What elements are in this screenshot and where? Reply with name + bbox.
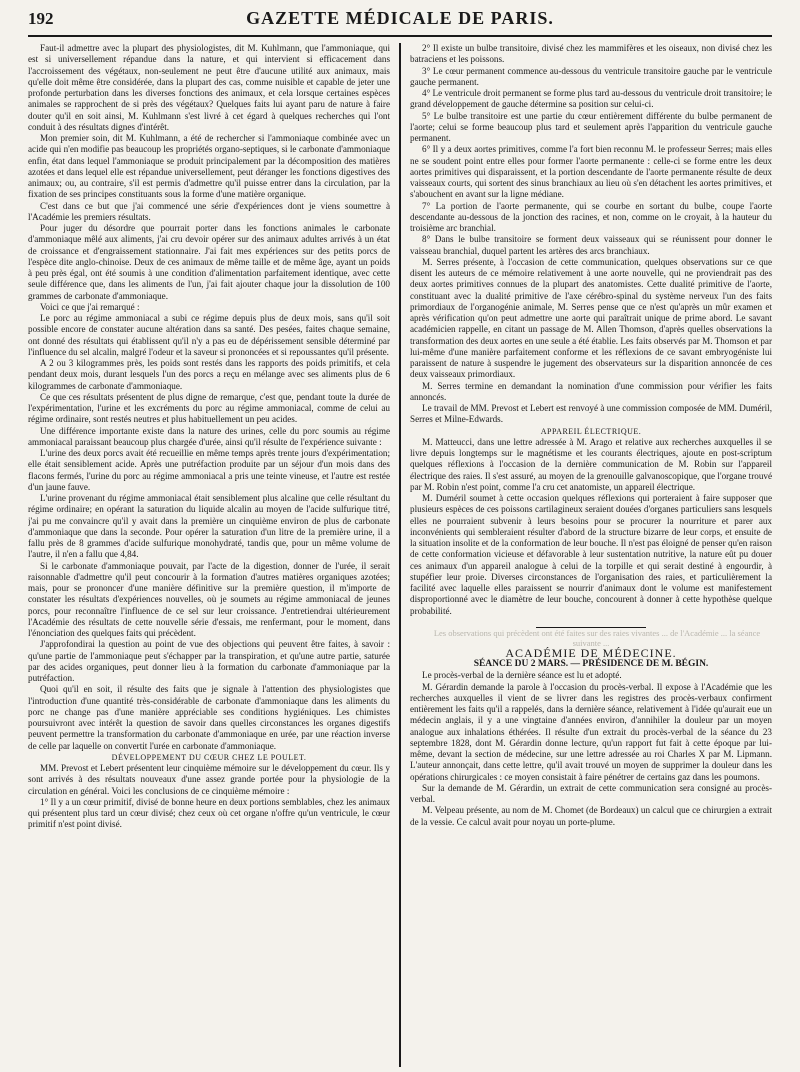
session-heading: SÉANCE DU 2 MARS. — PRÉSIDENCE DE M. BÉGIN. — [473, 659, 709, 669]
show-through-text: Les observations qui précèdent ont été faites sur des raies vivantes ... de l'Académie ... la séance suivante ... — [433, 627, 761, 648]
paragraph: MM. Prevost et Lebert présentent leur cinquième mémoire sur le développement du cœur. Ils y sont arrivés à des résultats nouveaux d'une assez grande portée pour la physiologie de la circulation en général. Voici les conclusions de ce cinquième mémoire : — [28, 763, 390, 796]
paragraph: Le porc au régime ammoniacal a subi ce régime depuis plus de deux mois, sans qu'il soit possible encore de constater aucune altération dans sa santé. Des pesées, faites chaque semaine, ont donné des résultats qui établissent qu'il n'y a pas eu de dépérissement sensible déterminé par l'influence du sel alcalin, malgré l'odeur et la saveur si prononcées et si repoussantes qu'il présente. — [28, 313, 390, 357]
paragraph: 5° Le bulbe transitoire est une partie du cœur entièrement différente du bulbe permanent de l'aorte; celui se forme beaucoup plus tard et seulement après l'apparition du ventricule gauche permanent. — [410, 110, 772, 143]
paragraph: Le procès-verbal de la dernière séance est lu et adopté. — [422, 670, 622, 681]
paragraph: L'urine provenant du régime ammoniacal était sensiblement plus alcaline que celle résultant du régime ordinaire; en opérant la saturation du liquide alcalin au moyen de l'acide sulfurique titré, j'ai pu me convaincre qu'il y avait dans la première un cinquième environ de plus de carbonate d'ammoniaque que dans la seconde. Pour opérer la saturation d'un litre de la première urine, il a fallu près de 8 grammes d'acide sulfurique monohydraté, tandis que, pour un même volume de l'autre, il n'en a fallu que 4,84. — [28, 493, 390, 560]
paragraph: 6° Il y a deux aortes primitives, comme l'a fort bien reconnu M. le professeur Serres; mais elles ne se soudent point entre elles pour former l'aorte permanente : celle-ci se forme entre les deux aortes primitives qui disparaissent, et la portion descendante de l'aorte permanente résulte de deux vaisseaux courts, qui sortent des sinus branchiaux au lieu où s'en détachent les aortes primitives, et s'abouchent en avant sur la ligne médiane. — [410, 144, 772, 200]
right-column — [410, 43, 772, 1067]
page-header — [28, 8, 772, 37]
paragraph: Mon premier soin, dit M. Kuhlmann, a été de rechercher si l'ammoniaque combinée avec un acide qui n'en modifie pas beaucoup les propriétés organo-septiques, si le carbonate d'ammoniaque enfin, état dans lequel l'ammoniaque se produit principalement par la décomposition des matières azotées et dans lequel elle est répandue universellement, peut déranger les fonctions digestives des animaux; ou, au contraire, s'il est permis d'admettre qu'il puisse entrer dans la circulation, par la fixation de ses principes constituants sous la forme d'une matière organique. — [28, 133, 390, 200]
paragraph: Le travail de MM. Prevost et Lebert est renvoyé à une commission composée de MM. Duméril, Serres et Milne-Edwards. — [410, 403, 772, 425]
columns — [28, 43, 772, 1067]
paragraph: 3° Le cœur permanent commence au-dessous du ventricule transitoire gauche par le ventricule gauche permanent. — [410, 65, 772, 87]
paragraph: M. Matteucci, dans une lettre adressée à M. Arago et relative aux recherches auxquelles il se livre depuis longtemps sur le magnétisme et les courants électriques, ajoute en post-scriptum quelques réflexions à l'occasion de la dernière communication de M. Robin sur l'appareil électrique des raies. Il s'est assuré, au moyen de la grenouille galvanoscopique, que l'organe trouvé par M. Robin n'est point, comme l'a cru cet anatomiste, un appareil électrique. — [410, 436, 772, 492]
section-heading: DÉVELOPPEMENT DU CŒUR CHEZ LE POULET. — [111, 752, 307, 762]
paragraph: J'approfondirai la question au point de vue des objections qui peuvent être faites, à savoir : qu'une partie de l'ammoniaque peut s'échapper par la transpiration, et qu'une autre partie, saturée par des acides organiques, peut donner lieu à la formation du carbonate d'ammoniaque par la putréfaction. — [28, 639, 390, 683]
paragraph: Quoi qu'il en soit, il résulte des faits que je signale à l'attention des physiologistes que l'introduction d'une quantité très-considérable de carbonate d'ammoniaque dans les aliments du porc ne change pas d'une manière appréciable ses conditions hygiéniques. Les chimistes poursuivront avec intérêt la question de savoir dans quelles circonstances les organes digestifs peuvent permettre la transformation du carbonate d'ammoniaque en urée, par une réaction inverse de celle par laquelle on convertit l'urée en carbonate d'ammoniaque. — [28, 684, 390, 751]
academy-heading: ACADÉMIE DE MÉDECINE. — [505, 645, 677, 660]
paragraph: Ce que ces résultats présentent de plus digne de remarque, c'est que, pendant toute la durée de l'expérimentation, l'urine et les excréments du porc au régime ammoniacal, comme de celui au régime ordinaire, sont restés neutres et plus habituellement un peu acides. — [28, 391, 390, 425]
paragraph: Une différence importante existe dans la nature des urines, celle du porc soumis au régime ammoniacal paraissant beaucoup plus chargée d'urée, ainsi qu'il résulte de l'expérience suivante : — [28, 425, 390, 447]
paragraph: 8° Dans le bulbe transitoire se forment deux vaisseaux qui se réunissent pour donner le vaisseau branchial, duquel partent les artères des arcs branchiaux. — [410, 234, 772, 256]
paragraph: Sur la demande de M. Gérardin, un extrait de cette communication sera consigné au procès-verbal. — [410, 782, 772, 804]
paragraph: 1° Il y a un cœur primitif, divisé de bonne heure en deux portions semblables, chez les animaux qui présentent plus tard un cœur divisé; chez ceux où cet organe n'offre qu'un ventricule, le cœur primitif n'est point divisé. — [28, 796, 390, 830]
column-rule — [399, 43, 401, 1067]
paragraph: 7° La portion de l'aorte permanente, qui se courbe en sortant du bulbe, coupe l'aorte descendante au-dessous de la jonction des racines, et non, comme on le croyait, à la hauteur du troisième arc branchial. — [410, 200, 772, 233]
left-column — [28, 43, 390, 1067]
running-title: GAZETTE MÉDICALE DE PARIS. — [246, 8, 554, 28]
paragraph: Faut-il admettre avec la plupart des physiologistes, dit M. Kuhlmann, que l'ammoniaque, qui est si universellement répandue dans la nature, et qui intervient si efficacement dans l'accroissement des végétaux, non-seulement ne peut être d'aucune utilité aux animaux, mais qu'elle doit même être considérée, dans la plupart des cas, comme nuisible et capable de jeter une profonde perturbation dans les diverses fonctions des animaux, et cela lorsque certaines espèces animales se rapprochent de si près des végétaux? Quelques faits lui ayant paru de nature à faire douter qu'il en soit ainsi, M. Kuhlmann s'est livré à cet égard à quelques recherches qui l'ont conduit à des résultats dignes d'intérêt. — [28, 43, 390, 132]
paragraph: 4° Le ventricule droit permanent se forme plus tard au-dessous du ventricule droit transitoire; le grand développement de gauche détermine sa position sur celui-ci. — [410, 88, 772, 110]
page-number: 192 — [28, 9, 54, 28]
paragraph: Pour juger du désordre que pourrait porter dans les fonctions animales le carbonate d'ammoniaque mêlé aux aliments, j'ai cru devoir opérer sur des animaux adultes arrivés à un état de croissance et d'engraissement stationnaire. J'ai fait mes expériences sur des petits porcs de l'espèce dite anglo-chinoise. Deux de ces animaux de même taille et de même âge, ayant un poids à peu près égal, ont été soumis à une condition d'alimentation parfaitement identique, avec cette seule différence que, dans les aliments de l'un, j'ai fait ajouter chaque jour la dissolution de 100 grammes de carbonate d'ammoniaque. — [28, 223, 390, 301]
paragraph: L'urine des deux porcs avait été recueillie en même temps après trente jours d'expérimentation; elle était sensiblement acide. Après une putréfaction produite par un séjour d'un mois dans des flacons fermés, l'urine du porc au régime ammoniacal a pris une teinte vineuse, et l'autre est restée d'un jaune fauve. — [28, 448, 390, 492]
paragraph: Si le carbonate d'ammoniaque pouvait, par l'acte de la digestion, donner de l'urée, il serait raisonnable d'admettre qu'il peut concourir à la formation d'autres matières organiques azotées; mais, pour se prononcer d'une manière définitive sur la première question, il m'importe de constater les résultats d'expériences nouvelles, où je soumets au régime ammoniacal de jeunes porcs, pour reconnaître l'influence de ce sel sur leur croissance. J'entretiendrai ultérieurement l'Académie des résultats de cette nouvelle série d'essais, me renfermant, pour le moment, dans l'énonciation des quelques faits qui précèdent. — [28, 560, 390, 638]
paragraph: M. Serres termine en demandant la nomination d'une commission pour vérifier les faits annoncés. — [410, 380, 772, 402]
paragraph: C'est dans ce but que j'ai commencé une série d'expériences dont je viens soumettre à l'Académie les premiers résultats. — [28, 200, 390, 222]
paragraph: 2° Il existe un bulbe transitoire, divisé chez les mammifères et les oiseaux, non divisé chez les batraciens et les poissons. — [410, 43, 772, 65]
paragraph: A 2 ou 3 kilogrammes près, les poids sont restés dans les rapports des poids primitifs, et cela pendant deux mois, durant lesquels l'un des porcs a reçu en mélange avec ses aliments plus de 6 kilogrammes de carbonate d'ammoniaque. — [28, 358, 390, 391]
paragraph: Voici ce que j'ai remarqué : — [40, 301, 140, 312]
paragraph: M. Serres présente, à l'occasion de cette communication, quelques observations sur ce que disent les auteurs de ce mémoire relativement à une aorte nouvelle, qui ne proviendrait pas des deux aortes primitives connues de la plupart des anatomistes. Cette dualité primitive de l'aorte, constituant avec la dualité primitive de l'axe cérébro-spinal du système nerveux l'un des faits primordiaux de l'organogénie animale, M. Serres pense que ce n'est qu'après un mûr examen et après vérification qu'on peut admettre une aorte qui paraîtrait unique de prime abord. Le savant académicien rappelle, en citant un passage de M. Allen Thomson, d'après quelles observations la transformation des deux aortes en une seule a été établie. Les faits observés par M. Thomson et par lui-même d'une manière parfaitement conforme et les réflexions de ce savant embryogéniste lui paraissent de nature à suspendre le jugement des observateurs sur la disparition annoncée de ces deux vaisseaux primordiaux. — [410, 256, 772, 380]
paragraph: M. Duméril soumet à cette occasion quelques réflexions qui porteraient à faire supposer que plusieurs espèces de ces poissons cartilagineux seraient douées d'organes particuliers sans lesquels elles ne pourraient subvenir à leurs besoins pour se procurer la nourriture et parer aux inconvénients qui sembleraient résulter d'abord de la structure bizarre de leur corps, et ensuite de la situation insolite et de la conformation de leur bouche. Il n'est pas éloigné de penser qu'en raison de cette conformation vicieuse et défavorable à leur sustentation nutritive, la nature eût pu douer ces animaux d'un appareil analogue à celui de la torpille et qui serait destiné à engourdir, à stupéfier leur proie. Diverses circonstances de l'organisation des raies, et particulièrement la facilité avec laquelle elles paraissent se nourrir d'animaux dont le volume est manifestement disproportionné avec le diamètre de leur bouche, concourent à donner à cette hypothèse quelque probabilité. — [410, 493, 772, 616]
paragraph: M. Velpeau présente, au nom de M. Chomet (de Bordeaux) un calcul que ce chirurgien a extrait de la vessie. Ce calcul avait pour noyau un porte-plume. — [410, 805, 772, 827]
paragraph: M. Gérardin demande la parole à l'occasion du procès-verbal. Il expose à l'Académie que les recherches auxquelles il vient de se livrer dans les registres des procès-verbaux confirment entièrement les faits qu'il a rappelés, dans la dernière séance, relativement à l'idée qu'aurait eue un médecin anglais, il y a une vingtaine d'années environ, d'annihiler la douleur par un moyen analogue aux inhalations éthérées. Il résulte d'un extrait du procès-verbal de la séance du 23 septembre 1828, dont M. Gérardin donne lecture, qu'un rapport fut fait à cette époque par lui-même, devant la section de médecine, sur une lettre adressée au roi Charles X par M. Lipmann. L'auteur annonçait, dans cette lettre, qu'il avait trouvé un moyen de supprimer la douleur dans les opérations chirurgicales : ce moyen consistait à faire pénétrer de certains gaz dans les poumons. — [410, 681, 772, 782]
section-heading: APPAREIL ÉLECTRIQUE. — [540, 426, 642, 436]
